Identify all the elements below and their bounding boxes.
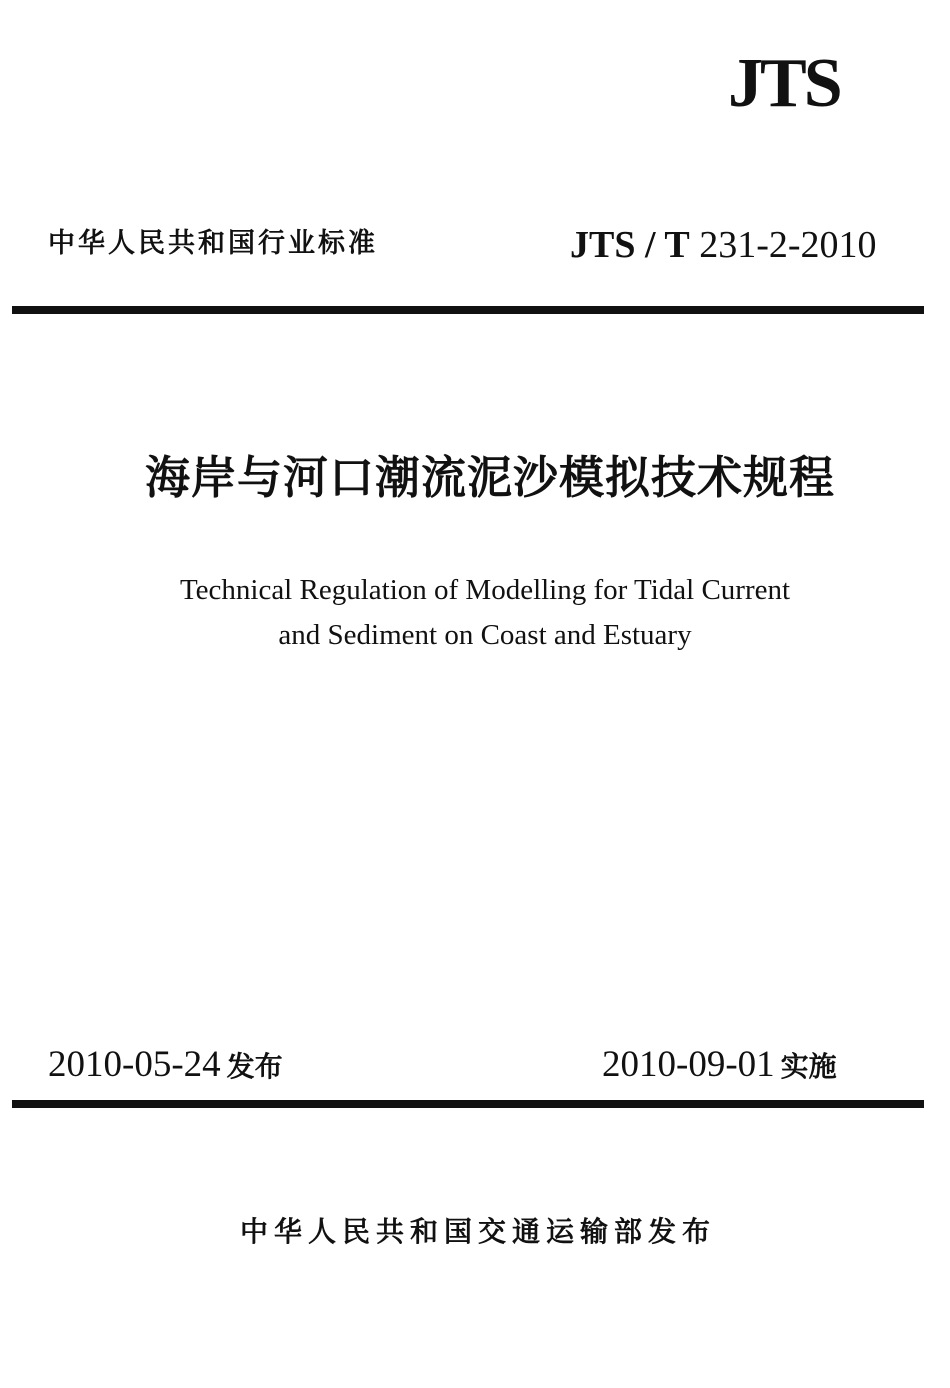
document-title-english-line2: and Sediment on Coast and Estuary (278, 619, 692, 651)
top-divider (12, 306, 924, 314)
standard-logo: JTS (728, 45, 840, 122)
publisher: 中华人民共和国交通运输部发布 (239, 1215, 716, 1248)
standard-code-number: 231-2-2010 (699, 224, 877, 266)
standard-code (570, 222, 877, 268)
issue-date-label: 发布 (226, 1050, 283, 1083)
issue-date (48, 1042, 283, 1090)
standard-code-prefix: JTS / T (570, 224, 690, 266)
issue-date-value: 2010-05-24 (48, 1044, 221, 1085)
document-title-english-line1: Technical Regulation of Modelling for Tidal Current (179, 574, 791, 606)
document-title-chinese: 海岸与河口潮流泥沙模拟技术规程 (144, 451, 835, 504)
bottom-divider (12, 1100, 924, 1108)
effective-date-value: 2010-09-01 (602, 1044, 775, 1085)
effective-date-label: 实施 (780, 1050, 837, 1083)
effective-date (602, 1042, 837, 1090)
industry-standard-label: 中华人民共和国行业标准 (48, 228, 378, 259)
